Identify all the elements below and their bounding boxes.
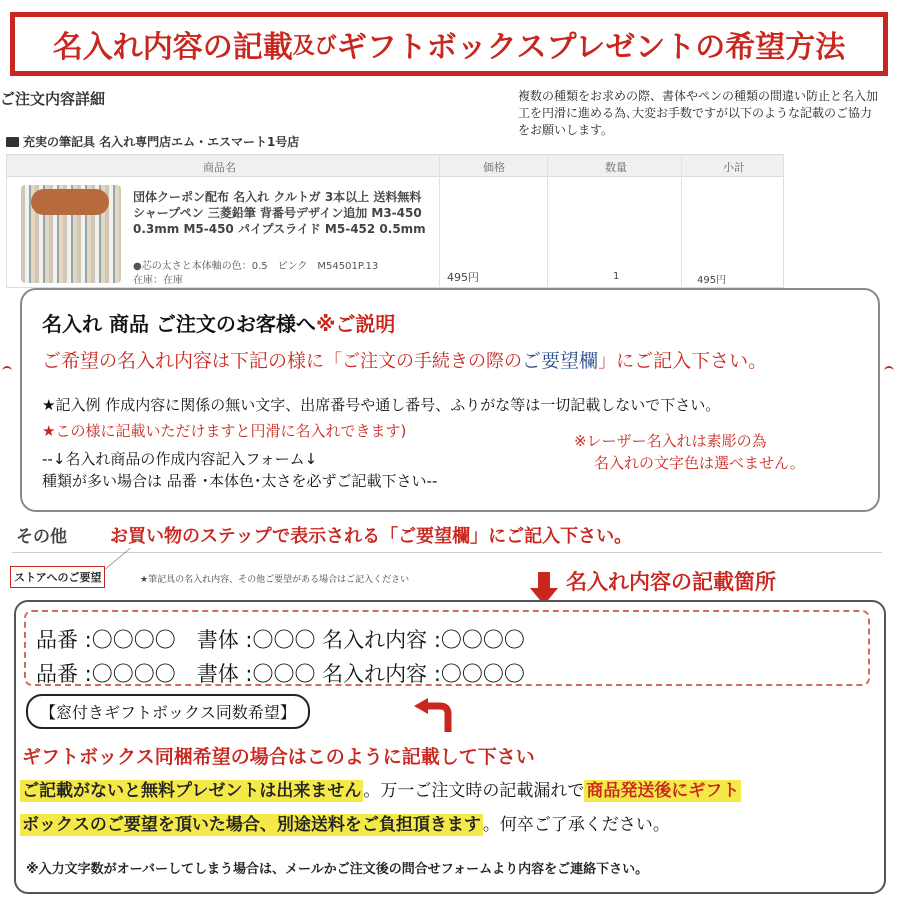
column-divider bbox=[547, 155, 548, 289]
explanation-title bbox=[42, 308, 395, 337]
text: ご希望 bbox=[42, 350, 100, 372]
form-caption: --↓名入れ商品の作成内容記入フォーム↓ bbox=[42, 450, 318, 468]
giftbox-instruction-title: ギフトボックス同梱希望の場合はこのように記載して下さい bbox=[22, 746, 535, 768]
store-request-label: ストアへのご要望 bbox=[10, 566, 105, 588]
text: 」 bbox=[598, 351, 617, 372]
table-header bbox=[7, 155, 783, 177]
highlight-text-red: 商品発送後にギフト bbox=[586, 781, 740, 801]
text: 。何卒ご了承ください。 bbox=[482, 815, 670, 835]
decorative-mark bbox=[2, 366, 12, 376]
col-qty: 数量 bbox=[605, 161, 627, 174]
store-request-hint: ★筆記具の名入れ内容、その他ご要望がある場合はご記入ください bbox=[140, 575, 410, 585]
sample-entry-row: 品番 :〇〇〇〇 書体 :〇〇〇 名入れ内容 :〇〇〇〇 bbox=[36, 628, 525, 652]
highlight-text: ボックスのご要望を頂いた場合、別途送料をご負担頂きます bbox=[22, 815, 481, 835]
text: に「ご注文の手続きの際の bbox=[306, 351, 523, 372]
col-price: 価格 bbox=[483, 161, 505, 174]
example-rule: ★記入例 作成内容に関係の無い文字、出席番号や通し番号、ふりがな等は一切記載しないで下さい。 bbox=[42, 396, 721, 414]
form-caption-2: 種類が多い場合は 品番 ･本体色･太さを必ずご記載下さい-- bbox=[42, 472, 438, 490]
giftbox-request-example: 【窓付きギフトボックス同数希望】 bbox=[26, 694, 310, 729]
col-subtotal: 小計 bbox=[723, 161, 745, 174]
text: 下記の様 bbox=[230, 350, 307, 372]
curved-arrow-icon bbox=[412, 698, 458, 734]
product-option: ●芯の太さと本体軸の色：0.5 ピンク M54501P.13 bbox=[133, 261, 379, 272]
title-black: 名入れ 商品 ご注文のお客様へ bbox=[42, 312, 316, 336]
text: 。万一ご注文時の記載漏れで bbox=[363, 781, 585, 801]
explanation-instruction bbox=[42, 346, 767, 373]
laser-note bbox=[574, 430, 805, 474]
column-divider bbox=[681, 155, 682, 289]
request-field-sample bbox=[14, 600, 886, 894]
instruction-note: 複数の種類をお求めの際、書体やペンの種類の間違い防止と名入加工を円滑に進める為､大変お手数ですが以下のような記載のご協力をお願いします。 bbox=[518, 89, 879, 137]
giftbox-warning-line-2 bbox=[20, 810, 670, 835]
example-tip: ★この様に記載いただけますと円滑に名入れできます) bbox=[42, 422, 407, 440]
product-image[interactable] bbox=[21, 185, 121, 283]
product-quantity: 1 bbox=[613, 271, 620, 282]
step-note: お買い物のステップで表示される「ご要望欄」にご記入下さい。 bbox=[110, 526, 633, 547]
column-divider bbox=[439, 155, 440, 289]
product-stock: 在庫：在庫 bbox=[133, 275, 183, 286]
decorative-mark bbox=[884, 366, 894, 376]
title-red: ※ご説明 bbox=[315, 312, 396, 336]
explanation-panel bbox=[20, 288, 880, 512]
order-details-heading: ご注文内容詳細 bbox=[0, 90, 106, 108]
cart-icon bbox=[6, 137, 19, 147]
laser-note-line-1: ※レーザー名入れは素彫の為 bbox=[574, 432, 767, 450]
text: ご記入下さい。 bbox=[634, 350, 768, 372]
sample-entries bbox=[24, 610, 870, 686]
highlight-text: ご記載がないと無料プレゼントは出来ません bbox=[22, 781, 362, 801]
title-banner bbox=[10, 12, 888, 76]
laser-note-line-2: 名入れの文字色は選べません。 bbox=[594, 454, 805, 472]
placement-title: 名入れ内容の記載箇所 bbox=[566, 570, 776, 594]
text: の bbox=[99, 351, 118, 372]
store-name-row bbox=[6, 133, 299, 150]
character-limit-note: ※入力文字数がオーバーしてしまう場合は、メールかご注文後の問合せフォームより内容をご連絡下さい。 bbox=[26, 862, 649, 877]
text: ご要望欄 bbox=[522, 350, 599, 372]
sample-entry-row: 品番 :〇〇〇〇 書体 :〇〇〇 名入れ内容 :〇〇〇〇 bbox=[36, 662, 525, 686]
giftbox-warning-line-1 bbox=[20, 776, 741, 801]
banner-text-3: ギフトボックスプレゼントの希望方法 bbox=[336, 30, 846, 65]
store-name: 充実の筆記具 名入れ専門店エム・エスマート1号店 bbox=[23, 135, 300, 149]
product-subtotal: 495円 bbox=[697, 275, 727, 286]
banner-text-2: 及び bbox=[292, 33, 337, 59]
product-name-link[interactable]: 団体クーポン配布 名入れ クルトガ 3本以上 送料無料 シャープペン 三菱鉛筆 背番号デザイン追加 M3-450 0.3mm M5-450 パイプスライド M5-452 0.5mm bbox=[133, 190, 426, 236]
text: に bbox=[616, 351, 635, 372]
col-product: 商品名 bbox=[203, 161, 236, 174]
text: 名入れ内容 bbox=[117, 350, 213, 372]
banner-text-1: 名入れ内容の記載 bbox=[52, 30, 293, 65]
pen-case-image bbox=[31, 189, 109, 215]
order-table bbox=[6, 154, 784, 288]
other-section-label: その他 bbox=[16, 527, 67, 547]
product-price: 495円 bbox=[447, 271, 479, 284]
text: は bbox=[212, 351, 231, 372]
